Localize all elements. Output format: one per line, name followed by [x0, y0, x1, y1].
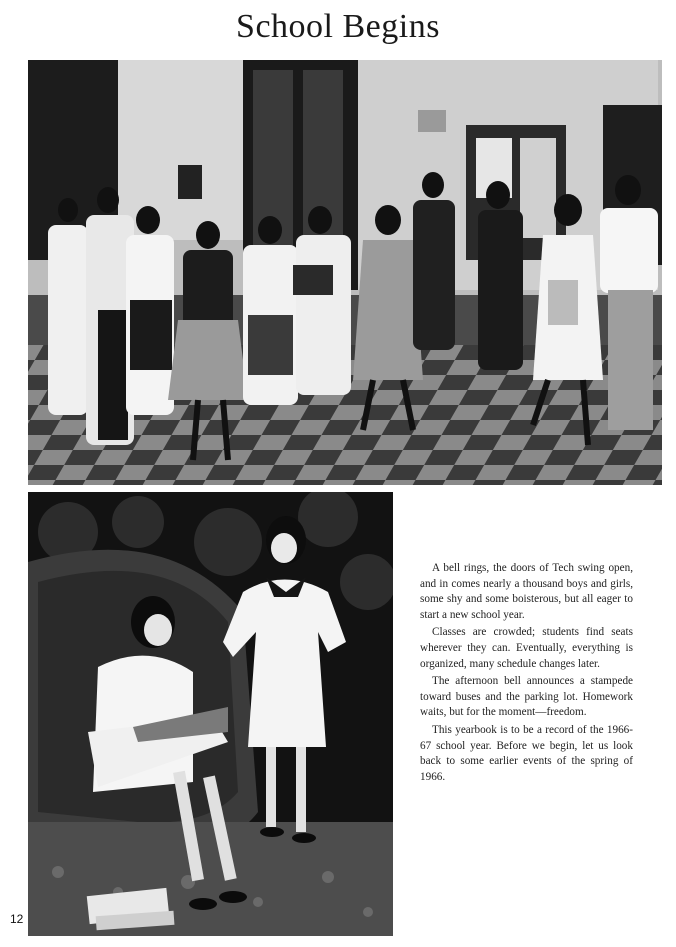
article-text — [420, 561, 633, 787]
article-paragraph-1: A bell rings, the doors of Tech swing open, and in comes nearly a thousand boys and girls, some shy and some boisterous, but all eager to start a new school year. — [420, 562, 633, 621]
page-title: School Begins — [236, 8, 440, 45]
hallway-photo-icon — [28, 60, 662, 485]
article-paragraph-4: This yearbook is to be a record of the 1966-67 school year. Before we begin, let us look back to some earlier events of the spring of 1966. — [420, 723, 633, 783]
article-paragraph-3: The afternoon bell announces a stampede toward buses and the parking lot. Homework waits, but for the moment—freedom. — [420, 675, 633, 719]
outdoor-photo-icon — [28, 492, 393, 936]
hallway-photo — [28, 60, 662, 485]
outdoor-photo — [28, 492, 393, 936]
article-paragraph-2: Classes are crowded; students find seats wherever they can. Eventually, everything is organized, many schedule changes later. — [420, 626, 633, 670]
page-number: 12 — [10, 912, 24, 926]
